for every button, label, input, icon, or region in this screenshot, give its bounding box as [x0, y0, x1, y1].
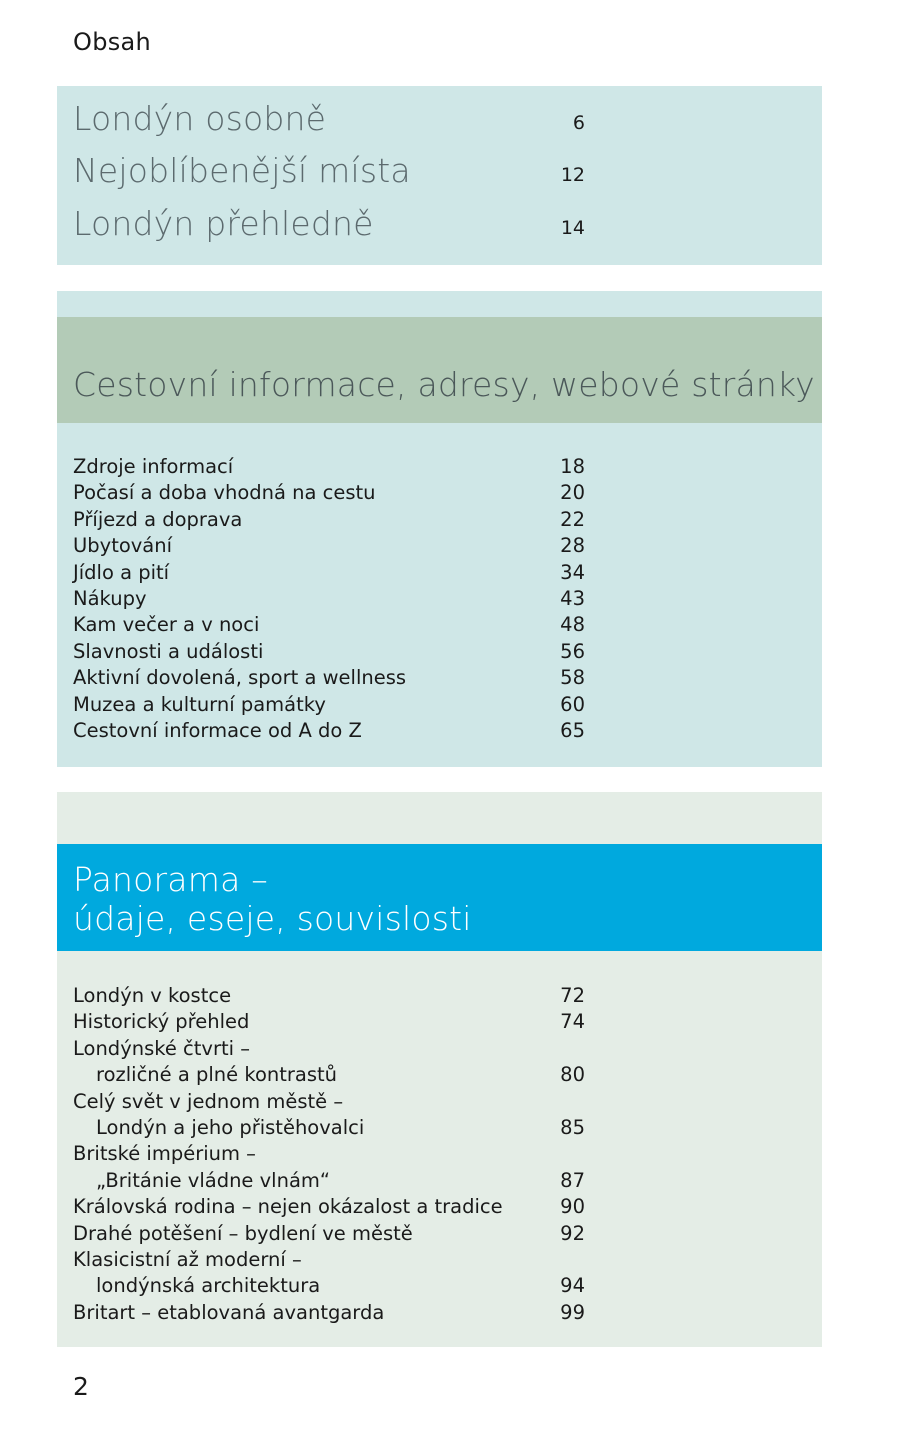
toc-entry[interactable]: [73, 1115, 585, 1141]
toc-entry-label: Klasicistní až moderní –: [73, 1247, 302, 1271]
toc-entry-label: Zdroje informací: [73, 455, 234, 478]
toc-entry[interactable]: [73, 639, 585, 665]
section-heading: Panorama –: [73, 860, 268, 899]
toc-entry-page: 58: [560, 666, 585, 690]
toc-entry[interactable]: [73, 454, 585, 480]
toc-entry-label: Aktivní dovolená, sport a wellness: [73, 666, 407, 690]
toc-entry-label: Nákupy: [73, 586, 147, 610]
toc-entry-page: 6: [572, 112, 585, 134]
toc-entry-page: 99: [560, 1300, 585, 1324]
toc-entry-page: 18: [560, 455, 585, 478]
toc-entry[interactable]: [73, 480, 585, 506]
toc-entry-label: Počasí a doba vhodná na cestu: [73, 481, 376, 505]
toc-entry[interactable]: [73, 1194, 585, 1220]
toc-entry[interactable]: [73, 203, 585, 255]
toc-entry[interactable]: [73, 1273, 585, 1299]
toc-entry[interactable]: [73, 560, 585, 586]
toc-entry-label: Londýnské čtvrti –: [73, 1036, 250, 1060]
toc-entry[interactable]: [73, 1300, 585, 1326]
toc-entry-page: 20: [560, 481, 585, 505]
toc-entry-page: 94: [560, 1274, 585, 1298]
toc-entry-page: 34: [560, 560, 585, 584]
toc-entry[interactable]: [73, 1062, 585, 1088]
toc-list: [73, 454, 585, 744]
toc-entry-label: Londýn a jeho přistěhovalci: [96, 1115, 365, 1139]
toc-entry-page: 48: [560, 613, 585, 637]
toc-entry-page: 65: [560, 718, 585, 742]
toc-entry-label: Ubytování: [73, 534, 173, 558]
toc-entry[interactable]: [73, 1009, 585, 1035]
toc-list: [73, 983, 585, 1326]
toc-entry-page: 90: [560, 1195, 585, 1219]
section-heading-bar: [57, 317, 822, 423]
toc-entry-page: 28: [560, 534, 585, 558]
toc-entry-label: rozličné a plné kontrastů: [96, 1063, 338, 1087]
toc-entry-label: Slavnosti a události: [73, 639, 264, 663]
toc-section-travel-info: [57, 291, 822, 767]
toc-entry-label: Nejoblíbenější místa: [73, 151, 411, 190]
toc-entry-page: 12: [560, 164, 585, 186]
toc-section-panorama: [57, 792, 822, 1347]
toc-entry-page: 92: [560, 1221, 585, 1245]
toc-entry[interactable]: [73, 692, 585, 718]
toc-entry[interactable]: [73, 1168, 585, 1194]
toc-entry-page: 22: [560, 507, 585, 531]
toc-entry-label: Londýn osobně: [73, 99, 327, 138]
toc-entry-page: 43: [560, 586, 585, 610]
toc-entry-page: 14: [560, 217, 585, 239]
toc-entry-label: Historický přehled: [73, 1010, 250, 1034]
toc-entry[interactable]: [73, 1247, 585, 1273]
toc-entry-label: Londýn přehledně: [73, 204, 374, 243]
toc-entry[interactable]: [73, 1221, 585, 1247]
toc-entry[interactable]: [73, 507, 585, 533]
toc-entry-label: Drahé potěšení – bydlení ve městě: [73, 1221, 413, 1245]
toc-entry-label: Britart – etablovaná avantgarda: [73, 1300, 385, 1324]
toc-entry-page: 87: [560, 1168, 585, 1192]
toc-entry-label: Jídlo a pití: [73, 560, 170, 584]
toc-entry-page: 56: [560, 639, 585, 663]
toc-entry-page: 60: [560, 692, 585, 716]
toc-entry-label: „Británie vládne vlnám“: [96, 1168, 330, 1192]
toc-entry[interactable]: [73, 1036, 585, 1062]
toc-section-highlights: [57, 86, 822, 265]
toc-entry-label: Kam večer a v noci: [73, 613, 260, 637]
section-heading: Cestovní informace, adresy, webové stránky: [73, 365, 815, 404]
toc-entry[interactable]: [73, 612, 585, 638]
toc-entry-page: 85: [560, 1115, 585, 1139]
toc-entry[interactable]: [73, 150, 585, 202]
toc-entry-label: Britské impérium –: [73, 1142, 256, 1166]
section-heading: údaje, eseje, souvislosti: [73, 899, 472, 938]
toc-entry-label: Příjezd a doprava: [73, 507, 243, 531]
toc-entry[interactable]: [73, 665, 585, 691]
toc-entry-page: 74: [560, 1010, 585, 1034]
section-heading-bar: [57, 844, 822, 951]
toc-entry-label: londýnská architektura: [96, 1274, 321, 1298]
toc-entry-label: Královská rodina – nejen okázalost a tradice: [73, 1195, 503, 1219]
toc-entry[interactable]: [73, 718, 585, 744]
toc-entry[interactable]: [73, 98, 585, 150]
toc-entry-page: 72: [560, 984, 585, 1007]
toc-entry-label: Cestovní informace od A do Z: [73, 718, 362, 742]
toc-entry-page: 80: [560, 1063, 585, 1087]
toc-entry[interactable]: [73, 1089, 585, 1115]
toc-entry-label: Londýn v kostce: [73, 984, 232, 1007]
toc-entry[interactable]: [73, 1141, 585, 1167]
toc-entry[interactable]: [73, 586, 585, 612]
toc-entry[interactable]: [73, 533, 585, 559]
toc-entry-label: Celý svět v jednom městě –: [73, 1089, 344, 1113]
page-number: 2: [73, 1372, 89, 1401]
page-title: Obsah: [73, 28, 152, 56]
toc-entry[interactable]: [73, 983, 585, 1009]
toc-entry-label: Muzea a kulturní památky: [73, 692, 326, 716]
